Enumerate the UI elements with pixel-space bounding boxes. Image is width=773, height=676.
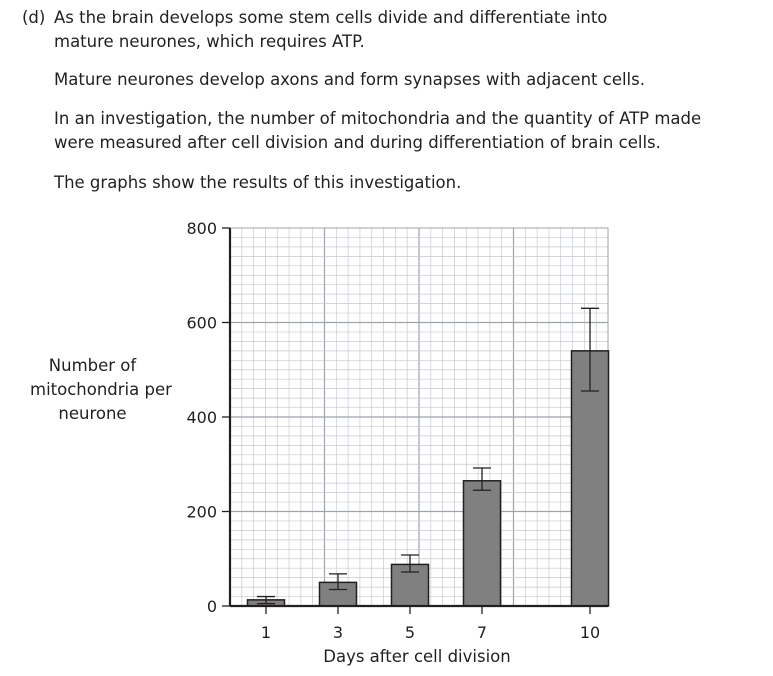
paragraph-line: As the brain develops some stem cells divide and differentiate into: [54, 8, 608, 27]
x-tick-label: 10: [579, 623, 601, 642]
x-tick-label: 7: [476, 623, 488, 642]
y-tick-label: 400: [186, 408, 217, 427]
paragraph-line: In an investigation, the number of mitochondria and the quantity of ATP made: [54, 109, 702, 128]
y-axis-label-line: neurone: [58, 404, 127, 423]
y-tick-label: 200: [186, 502, 217, 522]
x-axis-label: Days after cell division: [323, 647, 511, 666]
paragraph-line: Mature neurones develop axons and form synapses with adjacent cells.: [54, 70, 645, 89]
y-tick-label: 800: [186, 219, 217, 238]
x-tick-label: 1: [260, 623, 272, 642]
bar-day-7: [464, 481, 501, 606]
y-tick-label: 0: [206, 597, 217, 616]
y-axis-label-line: Number of: [48, 356, 137, 375]
paragraph-line: mature neurones, which requires ATP.: [54, 32, 365, 51]
y-axis-label-line: mitochondria per: [30, 380, 172, 399]
question-label: (d): [22, 8, 46, 27]
paragraph-line: were measured after cell division and during differentiation of brain cells.: [54, 133, 661, 152]
y-tick-label: 600: [186, 313, 217, 333]
x-tick-label: 5: [404, 623, 416, 642]
x-tick-label: 3: [332, 623, 344, 642]
paragraph-line: The graphs show the results of this investigation.: [54, 173, 462, 192]
